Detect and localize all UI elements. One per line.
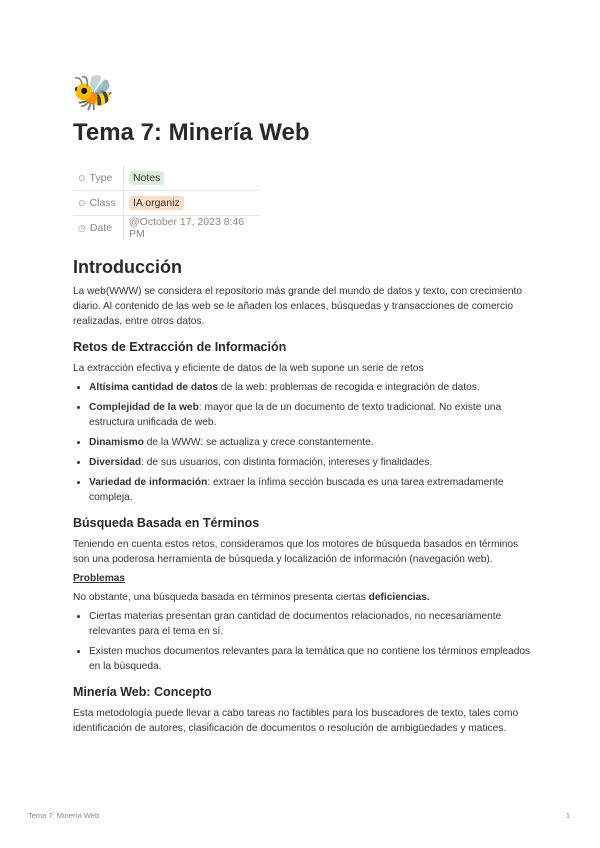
list-item: • Complejidad de la web: mayor que la de un documento de texto tradicional. No existe una estructura unificada de web. (89, 400, 533, 430)
retos-paragraph: La extracción efectiva y eficiente de datos de la web supone un serie de retos (73, 363, 424, 374)
clock-icon: ◷ (78, 223, 86, 233)
page-number: 1 (565, 811, 570, 820)
property-class-label: Class (89, 197, 116, 209)
list-item: • Variedad de información: extraer la ínfima sección buscada es una tarea extremadamente compleja. (89, 475, 533, 505)
property-date-label: Date (89, 222, 113, 234)
intro-paragraph: La web(WWW) se considera el repositorio más grande del mundo de datos y texto, con crecimiento diario. Al contenido de las web se le añaden los enlaces, búsquedas y transacciones de comercio realizadas, entre otros datos. (73, 286, 523, 327)
list-item: • Ciertas materias presentan gran cantidad de documentos relacionados, no necesariamente relevantes para el tema en sí. (89, 609, 533, 639)
class-tag[interactable]: IA organiz (129, 196, 184, 210)
concepto-heading: Minería Web: Concepto (73, 685, 212, 699)
problemas-subheading: Problemas (73, 573, 126, 584)
intro-heading: Introducción (73, 257, 182, 277)
date-value: @October 17, 2023 8:46 PM (129, 216, 245, 240)
list-item: • Existen muchos documentos relevantes para la temática que no contiene los términos empleados en la búsqueda. (89, 644, 533, 674)
property-date-row (73, 216, 260, 241)
circle-dot-icon: ⊙ (78, 173, 86, 183)
busqueda-heading: Búsqueda Basada en Términos (73, 516, 260, 530)
problemas-list (73, 609, 533, 674)
document-page (73, 74, 533, 740)
problemas-paragraph: No obstante, una búsqueda basada en términos presenta ciertas deficiencias. (73, 592, 430, 603)
concepto-paragraph: Esta metodología puede llevar a cabo tareas no factibles para los buscadores de texto, tales como identificación de autores, clasificación de documentos o resolución de ambigüedades y matices. (73, 708, 519, 734)
footer-title: Tema 7: Minería Web (28, 811, 100, 820)
circle-dot-icon: ⊙ (78, 198, 86, 208)
properties-table (73, 166, 260, 240)
property-type-row (73, 166, 260, 191)
list-item: • Dinamismo de la WWW: se actualiza y crece constantemente. (89, 435, 533, 450)
property-class-row (73, 191, 260, 216)
page-title: Tema 7: Minería Web (73, 119, 310, 146)
list-item: • Diversidad: de sus usuarios, con distinta formación, intereses y finalidades. (89, 455, 533, 470)
property-type-label: Type (89, 172, 113, 184)
list-item: • Altísima cantidad de datos de la web: problemas de recogida e integración de datos. (89, 380, 533, 395)
retos-list (73, 380, 533, 505)
bee-emoji-icon: 🐝 (72, 74, 115, 112)
retos-heading: Retos de Extracción de Información (73, 340, 287, 354)
busqueda-paragraph: Teniendo en cuenta estos retos, consideramos que los motores de búsqueda basados en términos son una poderosa herramienta de búsqueda y localización de información (navegación web). (73, 539, 519, 565)
type-tag[interactable]: Notes (129, 171, 164, 185)
